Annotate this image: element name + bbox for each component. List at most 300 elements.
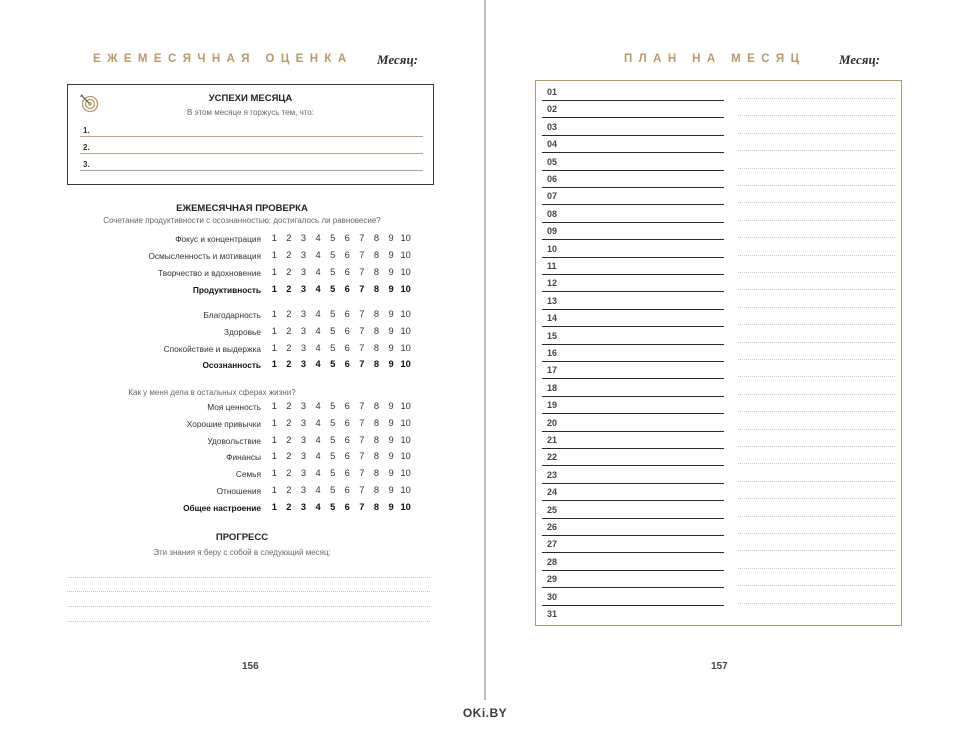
- day-number: 16: [547, 348, 558, 358]
- rating-option[interactable]: 10: [400, 435, 411, 445]
- rating-option[interactable]: 9: [388, 250, 394, 260]
- day-row: [542, 449, 897, 466]
- rating-option[interactable]: 6: [344, 485, 350, 495]
- rating-option[interactable]: 4: [315, 502, 321, 512]
- rating-scale: [267, 418, 413, 428]
- rating-scale: [267, 359, 413, 369]
- rating-option[interactable]: 10: [400, 250, 411, 260]
- line-number: 2.: [83, 143, 90, 152]
- day-note-line[interactable]: [738, 98, 895, 99]
- rating-option[interactable]: 6: [344, 502, 350, 512]
- day-note-line[interactable]: [738, 237, 895, 238]
- rating-option[interactable]: 1: [271, 233, 277, 243]
- rating-option[interactable]: 6: [344, 359, 350, 369]
- day-row: [542, 84, 897, 101]
- day-note-line[interactable]: [738, 394, 895, 395]
- rating-option[interactable]: 6: [344, 326, 350, 336]
- rating-option[interactable]: 2: [286, 502, 292, 512]
- rating-option[interactable]: 10: [400, 418, 411, 428]
- rating-option[interactable]: 2: [286, 343, 292, 353]
- rating-option[interactable]: 9: [388, 359, 394, 369]
- day-row: [542, 380, 897, 397]
- rating-option[interactable]: 4: [315, 267, 321, 277]
- rating-option[interactable]: 3: [300, 343, 307, 353]
- rating-label: Финансы: [226, 452, 261, 462]
- day-row: [542, 519, 897, 536]
- rating-option[interactable]: 4: [315, 284, 321, 294]
- rating-option[interactable]: 5: [330, 418, 336, 428]
- day-number: 30: [547, 591, 558, 602]
- rating-option[interactable]: 1: [271, 418, 277, 428]
- rating-row: [0, 451, 484, 465]
- day-number: 14: [547, 313, 558, 324]
- rating-scale: [267, 233, 413, 243]
- rating-option[interactable]: 8: [373, 485, 380, 495]
- rating-option[interactable]: 4: [315, 233, 321, 243]
- rating-option[interactable]: 3: [300, 401, 307, 411]
- day-number: 17: [547, 365, 558, 376]
- day-note-line[interactable]: [738, 255, 895, 256]
- day-note-line[interactable]: [738, 446, 895, 447]
- rating-option[interactable]: 1: [271, 485, 277, 495]
- rating-option[interactable]: 7: [359, 267, 365, 277]
- rating-option[interactable]: 8: [373, 418, 380, 428]
- rating-option[interactable]: 8: [373, 435, 380, 445]
- day-note-line[interactable]: [738, 185, 895, 186]
- rating-option[interactable]: 9: [388, 284, 394, 294]
- rating-option[interactable]: 3: [300, 485, 307, 495]
- success-title: УСПЕХИ МЕСЯЦА: [208, 93, 293, 104]
- day-row: [542, 101, 897, 118]
- rating-option[interactable]: 7: [359, 468, 365, 478]
- day-row: [542, 589, 897, 606]
- rating-option[interactable]: 7: [359, 326, 365, 336]
- rating-option[interactable]: 3: [300, 326, 307, 336]
- page-number-right: 157: [711, 661, 728, 672]
- rating-option[interactable]: 10: [400, 233, 411, 243]
- rating-option[interactable]: 10: [400, 326, 411, 336]
- rating-option[interactable]: 7: [359, 485, 365, 495]
- left-page: [0, 0, 484, 700]
- rating-row: [0, 284, 484, 298]
- rating-label: Общее настроение: [183, 503, 261, 513]
- rating-row: [0, 343, 484, 357]
- day-note-line[interactable]: [738, 202, 895, 203]
- rating-option[interactable]: 3: [300, 468, 307, 478]
- rating-option[interactable]: 9: [388, 451, 394, 461]
- day-note-line[interactable]: [738, 342, 895, 343]
- line-number: 3.: [83, 160, 90, 169]
- day-row: [542, 484, 897, 501]
- rating-scale: [267, 284, 413, 294]
- rating-option[interactable]: 8: [373, 451, 380, 461]
- day-note-line[interactable]: [738, 550, 895, 551]
- rating-scale: [267, 309, 413, 319]
- day-row: [542, 188, 897, 205]
- rating-scale: [267, 401, 413, 411]
- day-number: 08: [547, 208, 558, 219]
- right-page: [486, 0, 970, 700]
- rating-option[interactable]: 8: [373, 250, 380, 260]
- rating-option[interactable]: 5: [330, 485, 336, 495]
- day-note-line[interactable]: [738, 463, 895, 464]
- rating-option[interactable]: 8: [373, 468, 380, 478]
- rating-row: [0, 485, 484, 499]
- rating-option[interactable]: 8: [373, 502, 380, 512]
- rating-option[interactable]: 1: [271, 468, 277, 478]
- rating-row: [0, 309, 484, 323]
- rating-scale: [267, 485, 413, 495]
- rating-scale: [267, 343, 413, 353]
- success-line-2[interactable]: [80, 139, 423, 154]
- rating-scale: [267, 468, 413, 478]
- rating-option[interactable]: 2: [286, 326, 292, 336]
- day-note-line[interactable]: [738, 272, 895, 273]
- rating-option[interactable]: 7: [359, 435, 365, 445]
- rating-option[interactable]: 5: [330, 267, 336, 277]
- rating-row: [0, 418, 484, 432]
- rating-option[interactable]: 3: [300, 309, 307, 319]
- rating-option[interactable]: 9: [388, 401, 394, 411]
- rating-option[interactable]: 4: [315, 485, 321, 495]
- day-note-line[interactable]: [738, 568, 895, 569]
- day-row: [542, 310, 897, 327]
- progress-line[interactable]: [67, 577, 430, 578]
- rating-option[interactable]: 2: [286, 359, 292, 369]
- rating-option[interactable]: 7: [359, 233, 365, 243]
- day-number: 03: [547, 121, 558, 132]
- rating-row: [0, 326, 484, 340]
- rating-row: [0, 435, 484, 449]
- day-row: [542, 223, 897, 240]
- day-note-line[interactable]: [738, 376, 895, 377]
- rating-option[interactable]: 6: [344, 343, 350, 353]
- rating-label: Хорошие привычки: [186, 419, 261, 429]
- success-line-3[interactable]: [80, 156, 423, 171]
- day-row: [542, 293, 897, 310]
- rating-option[interactable]: 10: [400, 267, 411, 277]
- rating-option[interactable]: 4: [315, 343, 321, 353]
- day-row: [542, 345, 897, 362]
- day-row: [542, 171, 897, 188]
- day-row: [542, 119, 897, 136]
- day-note-line[interactable]: [738, 411, 895, 412]
- rating-option[interactable]: 2: [286, 468, 292, 478]
- rating-option[interactable]: 8: [373, 284, 380, 294]
- day-row: [542, 328, 897, 345]
- rating-option[interactable]: 1: [271, 451, 277, 461]
- day-number: 12: [547, 278, 558, 289]
- rating-option[interactable]: 5: [330, 284, 336, 294]
- rating-option[interactable]: 3: [300, 267, 307, 277]
- day-row: [542, 536, 897, 553]
- day-number: 10: [547, 243, 558, 254]
- rating-row: [0, 233, 484, 247]
- rating-label: Творчество и вдохновение: [158, 268, 261, 278]
- rating-option[interactable]: 9: [388, 233, 394, 243]
- rating-row: [0, 359, 484, 373]
- rating-option[interactable]: 5: [330, 359, 336, 369]
- rating-option[interactable]: 1: [271, 502, 277, 512]
- rating-option[interactable]: 4: [315, 309, 321, 319]
- rating-option[interactable]: 8: [373, 267, 380, 277]
- rating-option[interactable]: 8: [373, 233, 380, 243]
- rating-option[interactable]: 10: [400, 309, 411, 319]
- rating-option[interactable]: 2: [286, 233, 292, 243]
- day-number: 24: [547, 487, 558, 498]
- rating-option[interactable]: 7: [359, 418, 365, 428]
- rating-option[interactable]: 5: [330, 343, 336, 353]
- day-number: 26: [547, 522, 558, 532]
- rating-option[interactable]: 4: [315, 451, 321, 461]
- rating-option[interactable]: 7: [359, 284, 365, 294]
- day-note-line[interactable]: [738, 516, 895, 517]
- progress-line[interactable]: [67, 591, 430, 592]
- rating-option[interactable]: 5: [330, 401, 336, 411]
- rating-option[interactable]: 1: [271, 401, 277, 411]
- rating-row: [0, 250, 484, 264]
- page-number-left: 156: [242, 661, 259, 672]
- rating-option[interactable]: 7: [359, 250, 365, 260]
- rating-label: Спокойствие и выдержка: [163, 344, 261, 354]
- rating-label: Моя ценность: [207, 402, 261, 412]
- day-number: 04: [547, 139, 558, 150]
- day-note-line[interactable]: [738, 168, 895, 169]
- rating-option[interactable]: 10: [400, 401, 411, 411]
- rating-option[interactable]: 1: [271, 250, 277, 260]
- rating-option[interactable]: 6: [344, 284, 350, 294]
- day-note-line[interactable]: [738, 220, 895, 221]
- day-number: 22: [547, 452, 558, 463]
- rating-row: [0, 468, 484, 482]
- rating-scale: [267, 502, 413, 512]
- rating-option[interactable]: 1: [271, 359, 277, 369]
- rating-option[interactable]: 3: [300, 233, 307, 243]
- rating-option[interactable]: 4: [315, 359, 321, 369]
- day-note-line[interactable]: [738, 289, 895, 290]
- progress-line[interactable]: [67, 621, 430, 622]
- day-note-line[interactable]: [738, 533, 895, 534]
- rating-option[interactable]: 6: [344, 250, 350, 260]
- rating-option[interactable]: 3: [300, 359, 307, 369]
- rating-scale: [267, 435, 413, 445]
- line-number: 1.: [83, 126, 90, 135]
- rating-option[interactable]: 5: [330, 451, 336, 461]
- rating-label: Отношения: [216, 486, 261, 496]
- day-number: 28: [547, 556, 558, 567]
- day-number: 13: [547, 295, 558, 306]
- day-row: [542, 571, 897, 588]
- rating-label: Фокус и концентрация: [175, 234, 261, 244]
- life-question: Как у меня дела в остальных сферах жизни?: [128, 388, 296, 397]
- rating-option[interactable]: 1: [271, 326, 277, 336]
- rating-option[interactable]: 6: [344, 451, 350, 461]
- rating-option[interactable]: 1: [271, 284, 277, 294]
- day-note-line[interactable]: [738, 307, 895, 308]
- rating-label: Продуктивность: [192, 285, 261, 295]
- success-box: [67, 84, 434, 185]
- rating-option[interactable]: 8: [373, 359, 380, 369]
- rating-row: [0, 267, 484, 281]
- day-number: 15: [547, 330, 558, 341]
- rating-option[interactable]: 2: [286, 250, 292, 260]
- rating-option[interactable]: 1: [271, 343, 277, 353]
- rating-option[interactable]: 1: [271, 309, 277, 319]
- rating-row: [0, 401, 484, 415]
- progress-subtitle: Эти знания я беру с собой в следующий месяц:: [153, 548, 331, 557]
- day-row: [542, 606, 897, 623]
- day-number: 23: [547, 469, 558, 480]
- rating-option[interactable]: 7: [359, 502, 365, 512]
- rating-option[interactable]: 2: [286, 485, 292, 495]
- day-number: 09: [547, 226, 558, 237]
- day-row: [542, 415, 897, 432]
- day-note-line[interactable]: [738, 324, 895, 325]
- day-number: 20: [547, 417, 558, 428]
- review-title: ЕЖЕМЕСЯЧНАЯ ПРОВЕРКА: [176, 203, 308, 214]
- rating-option[interactable]: 4: [315, 468, 321, 478]
- day-row: [542, 275, 897, 292]
- rating-option[interactable]: 3: [300, 502, 307, 512]
- day-note-line[interactable]: [738, 585, 895, 586]
- rating-option[interactable]: 5: [330, 233, 336, 243]
- rating-option[interactable]: 9: [388, 502, 394, 512]
- rating-option[interactable]: 8: [373, 401, 380, 411]
- rating-option[interactable]: 6: [344, 233, 350, 243]
- rating-option[interactable]: 9: [388, 418, 394, 428]
- day-number: 02: [547, 104, 558, 115]
- day-note-line[interactable]: [738, 498, 895, 499]
- rating-option[interactable]: 6: [344, 267, 350, 277]
- rating-label: Семья: [235, 469, 261, 479]
- rating-option[interactable]: 2: [286, 267, 292, 277]
- rating-option[interactable]: 7: [359, 359, 365, 369]
- day-row: [542, 241, 897, 258]
- rating-option[interactable]: 10: [400, 451, 411, 461]
- day-note-line[interactable]: [738, 481, 895, 482]
- rating-scale: [267, 267, 413, 277]
- rating-option[interactable]: 2: [286, 284, 292, 294]
- rating-label: Здоровье: [223, 327, 261, 337]
- day-note-line[interactable]: [738, 603, 895, 604]
- day-number: 06: [547, 174, 558, 184]
- day-row: [542, 154, 897, 171]
- rating-option[interactable]: 4: [315, 435, 321, 445]
- rating-option[interactable]: 7: [359, 401, 365, 411]
- rating-option[interactable]: 2: [286, 451, 292, 461]
- day-note-line[interactable]: [738, 429, 895, 430]
- rating-option[interactable]: 3: [300, 250, 307, 260]
- day-number: 01: [547, 87, 558, 97]
- day-note-line[interactable]: [738, 359, 895, 360]
- rating-option[interactable]: 9: [388, 468, 394, 478]
- rating-option[interactable]: 2: [286, 401, 292, 411]
- rating-option[interactable]: 8: [373, 309, 380, 319]
- rating-option[interactable]: 10: [400, 502, 411, 512]
- day-note-line[interactable]: [738, 115, 895, 116]
- review-subtitle: Сочетание продуктивности с осознанностью: достигалось ли равновесие?: [103, 216, 381, 225]
- day-note-line[interactable]: [738, 133, 895, 134]
- day-number: 07: [547, 191, 558, 202]
- rating-option[interactable]: 10: [400, 468, 411, 478]
- day-row: [542, 362, 897, 379]
- rating-option[interactable]: 6: [344, 401, 350, 411]
- rating-option[interactable]: 4: [315, 326, 321, 336]
- rating-option[interactable]: 5: [330, 309, 336, 319]
- rating-option[interactable]: 7: [359, 343, 365, 353]
- day-number: 31: [547, 609, 558, 619]
- rating-option[interactable]: 2: [286, 418, 292, 428]
- rating-option[interactable]: 6: [344, 309, 350, 319]
- rating-option[interactable]: 1: [271, 267, 277, 277]
- day-note-line[interactable]: [738, 150, 895, 151]
- day-number: 19: [547, 400, 558, 411]
- rating-option[interactable]: 3: [300, 435, 307, 445]
- rating-option[interactable]: 4: [315, 418, 321, 428]
- day-row: [542, 554, 897, 571]
- day-number: 18: [547, 382, 558, 393]
- rating-option[interactable]: 5: [330, 326, 336, 336]
- success-subtitle: В этом месяце я горжусь тем, что:: [187, 108, 314, 117]
- month-plan-box: [535, 80, 902, 626]
- day-number: 11: [547, 261, 557, 271]
- rating-option[interactable]: 3: [300, 451, 307, 461]
- rating-option[interactable]: 2: [286, 309, 292, 319]
- day-row: [542, 432, 897, 449]
- rating-option[interactable]: 9: [388, 326, 394, 336]
- rating-label: Благодарность: [203, 310, 261, 320]
- rating-option[interactable]: 3: [300, 418, 307, 428]
- success-line-1[interactable]: [80, 122, 423, 137]
- rating-option[interactable]: 8: [373, 343, 380, 353]
- rating-option[interactable]: 9: [388, 309, 394, 319]
- rating-option[interactable]: 10: [400, 359, 411, 369]
- rating-option[interactable]: 10: [400, 284, 411, 294]
- rating-option[interactable]: 5: [330, 502, 336, 512]
- rating-option[interactable]: 7: [359, 451, 365, 461]
- rating-option[interactable]: 7: [359, 309, 365, 319]
- rating-option[interactable]: 4: [315, 401, 321, 411]
- rating-option[interactable]: 4: [315, 250, 321, 260]
- rating-option[interactable]: 5: [330, 435, 336, 445]
- rating-option[interactable]: 5: [330, 468, 336, 478]
- rating-option[interactable]: 9: [388, 343, 394, 353]
- progress-line[interactable]: [67, 606, 430, 607]
- day-row: [542, 258, 897, 275]
- rating-option[interactable]: 10: [400, 343, 411, 353]
- rating-option[interactable]: 10: [400, 485, 411, 495]
- day-number: 21: [547, 435, 558, 445]
- rating-option[interactable]: 9: [388, 485, 394, 495]
- rating-option[interactable]: 6: [344, 435, 350, 445]
- rating-option[interactable]: 8: [373, 326, 380, 336]
- rating-option[interactable]: 6: [344, 468, 350, 478]
- day-number: 25: [547, 504, 558, 515]
- day-number: 29: [547, 574, 558, 585]
- rating-option[interactable]: 9: [388, 267, 394, 277]
- day-number: 27: [547, 539, 558, 550]
- rating-label: Осознанность: [202, 360, 261, 370]
- day-row: [542, 502, 897, 519]
- rating-option[interactable]: 9: [388, 435, 394, 445]
- rating-option[interactable]: 5: [330, 250, 336, 260]
- rating-option[interactable]: 1: [271, 435, 277, 445]
- monthly-review-title: ЕЖЕМЕСЯЧНАЯ ОЦЕНКА: [93, 53, 353, 65]
- rating-option[interactable]: 3: [300, 284, 307, 294]
- rating-option[interactable]: 6: [344, 418, 350, 428]
- rating-scale: [267, 250, 413, 260]
- rating-option[interactable]: 2: [286, 435, 292, 445]
